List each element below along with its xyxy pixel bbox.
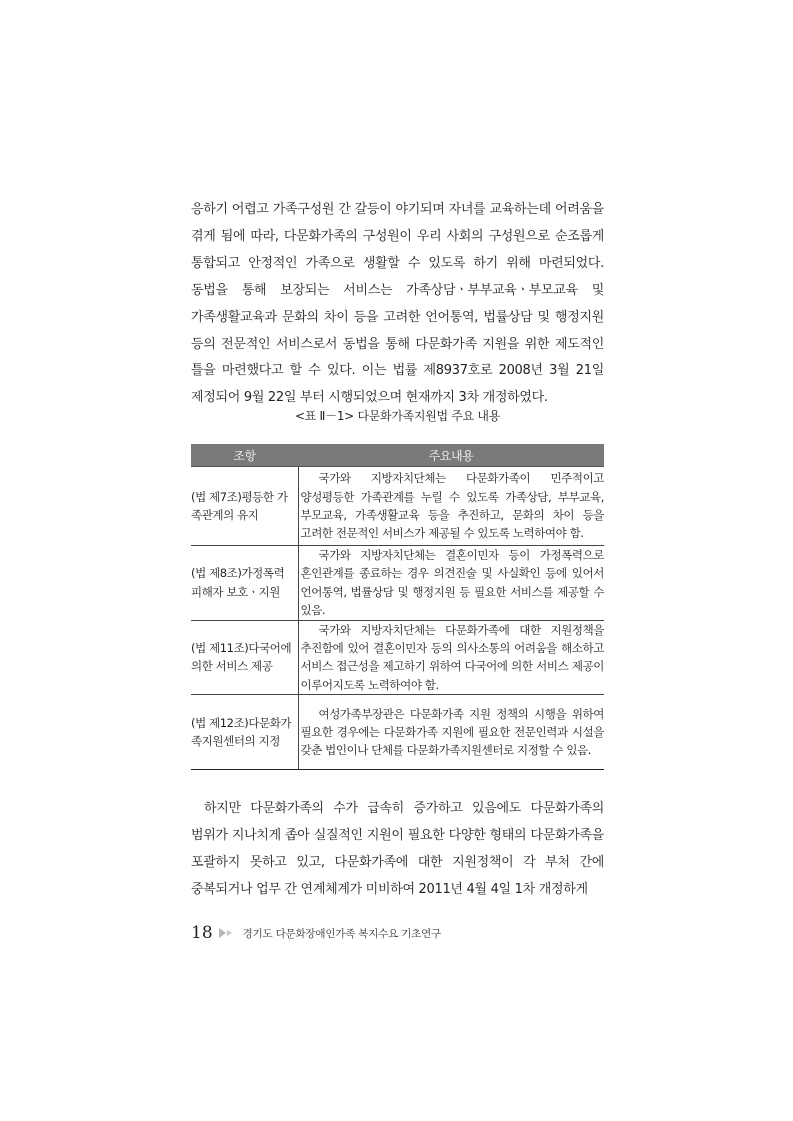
law-summary-table <box>191 444 604 770</box>
row-content-text: 여성가족부장관은 다문화가족 지원 정책의 시행을 위하여 필요한 경우에는 다문화가족 지원에 필요한 전문인력과 시설을 갖춘 법인이나 단체를 다문화가족지원센터로 지정할 수 있음. <box>300 706 604 758</box>
table-row <box>191 467 604 546</box>
running-title: 경기도 다문화장애인가족 복지수요 기초연구 <box>242 927 441 940</box>
row-article: (법 제8조)가정폭력 피해자 보호ㆍ지원 <box>191 546 298 621</box>
row-article: (법 제12조)다문화가족지원센터의 지정 <box>191 695 298 770</box>
row-content <box>298 620 604 695</box>
table-row <box>191 695 604 770</box>
page-footer <box>191 922 441 944</box>
row-article: (법 제11조)다국어에 의한 서비스 제공 <box>191 620 298 695</box>
header-article: 조항 <box>191 444 298 467</box>
table-row <box>191 620 604 695</box>
row-content <box>298 546 604 621</box>
row-content-text: 국가와 지방자치단체는 결혼이민자 등이 가정폭력으로 혼인관계를 종료하는 경우 의견진술 및 사실확인 등에 있어서 언어통역, 법률상담 및 행정지원 등 필요한 서비스를 제공할 수 있음. <box>300 548 604 618</box>
row-content-text: 국가와 지방자치단체는 다문화가족이 민주적이고 양성평등한 가족관계를 누릴 수 있도록 가족상담, 부부교육, 부모교육, 가족생활교육 등을 추진하고, 문화의 차이 등을 고려한 전문적인 서비스가 제공될 수 있도록 노력하여야 함. <box>300 471 604 541</box>
table-row <box>191 546 604 621</box>
table-header-row <box>191 444 604 467</box>
body-paragraph-2-text: 하지만 다문화가족의 수가 급속히 증가하고 있음에도 다문화가족의 범위가 지나치게 좁아 실질적인 지원이 필요한 다양한 형태의 다문화가족을 포괄하지 못하고 있고, 다문화가족에 대한 지원정책이 각 부처 간에 중복되거나 업무 간 연계체계가 미비하여 2011년 4월 4일 1차 개정하게 <box>191 801 604 897</box>
row-article: (법 제7조)평등한 가족관계의 유지 <box>191 467 298 546</box>
body-paragraph-2 <box>191 796 604 904</box>
row-content <box>298 695 604 770</box>
row-content-text: 국가와 지방자치단체는 다문화가족에 대한 지원정책을 추진함에 있어 결혼이민자 등의 의사소통의 어려움을 해소하고 서비스 접근성을 제고하기 위하여 다국어에 의한 서비스 제공이 이루어지도록 노력하여야 함. <box>300 622 604 692</box>
double-triangle-right-icon <box>219 928 235 938</box>
header-content: 주요내용 <box>298 444 604 467</box>
row-content <box>298 467 604 546</box>
body-paragraph-1: 응하기 어렵고 가족구성원 간 갈등이 야기되며 자녀를 교육하는데 어려움을 겪게 됨에 따라, 다문화가족의 구성원이 우리 사회의 구성원으로 순조롭게 통합되고 안정적인 가족으로 생활할 수 있도록 하기 위해 마련되었다. 동법을 통해 보장되는 서비스는 가족상담ㆍ부부교육ㆍ부모교육 및 가족생활교육과 문화의 차이 등을 고려한 언어통역, 법률상담 및 행정지원 등의 전문적인 서비스로서 동법을 통해 다문화가족 지원을 위한 제도적인 틀을 마련했다고 할 수 있다. 이는 법률 제8937호로 2008년 3월 21일 제정되어 9월 22일 부터 시행되었으며 현재까지 3차 개정하였다. <box>191 202 604 406</box>
table-caption: <표 Ⅱ－1> 다문화가족지원법 주요 내용 <box>294 409 500 423</box>
page-number: 18 <box>191 923 213 943</box>
